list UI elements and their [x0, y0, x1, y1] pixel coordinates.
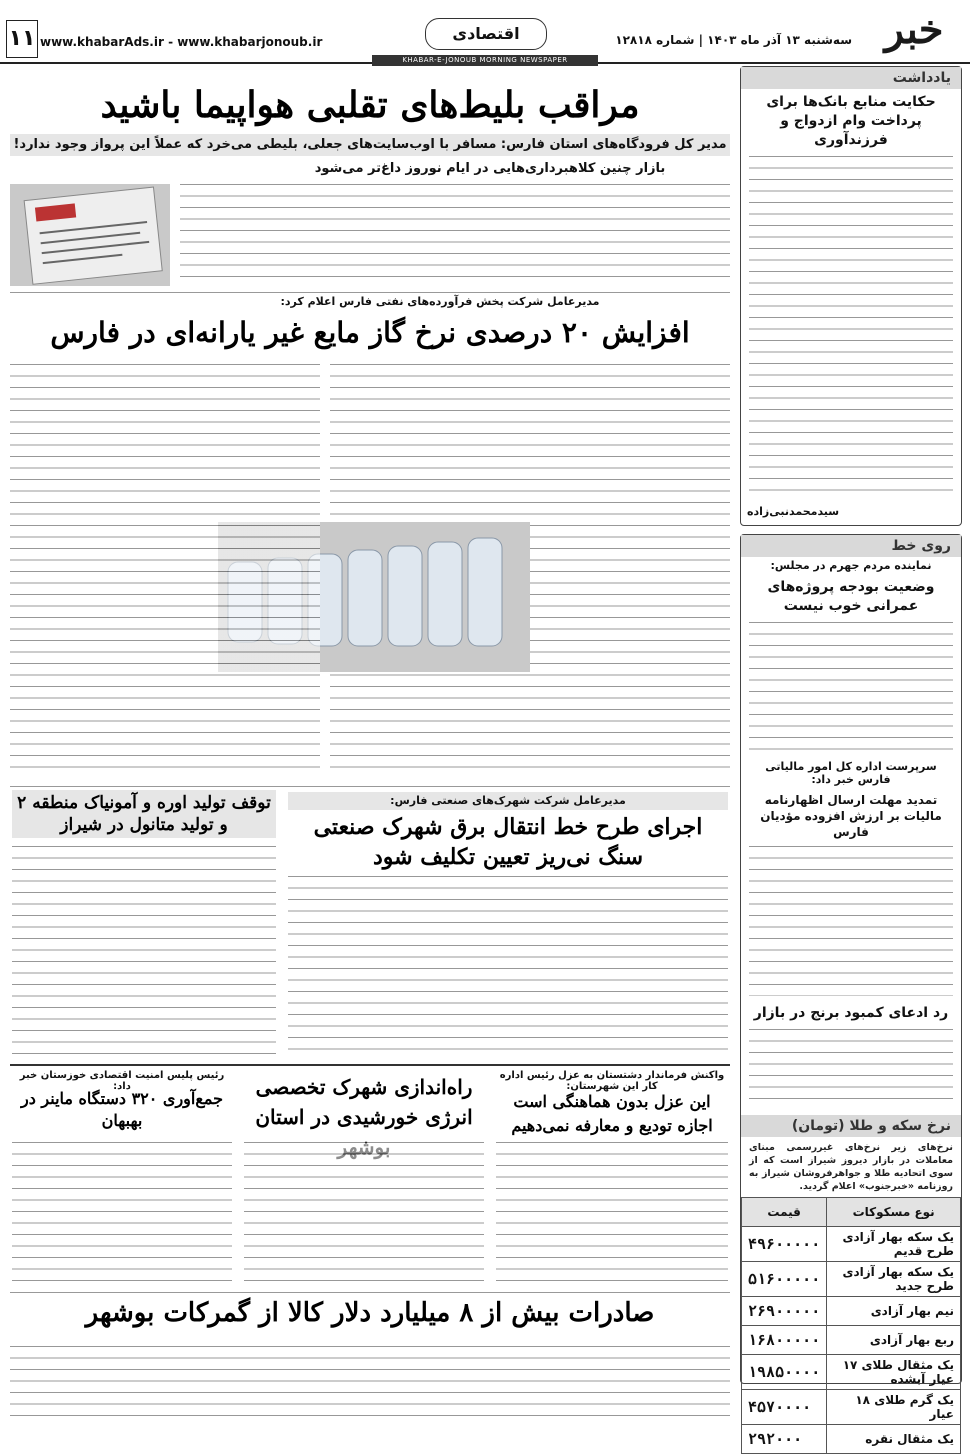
- coin-header-price: قیمت: [742, 1198, 827, 1227]
- power-kicker: مدیرعامل شرکت شهرک‌های صنعتی فارس:: [288, 792, 728, 810]
- divider: [10, 1064, 730, 1066]
- note-body: [749, 156, 953, 501]
- steel-body: [12, 846, 276, 1056]
- coins-tag: نرخ سکه و طلا (تومان): [741, 1115, 961, 1137]
- solar-headline: راه‌اندازی شهرک تخصصی انرژی خورشیدی در استان: [255, 1075, 473, 1129]
- coin-name: یک مثقال نقره: [827, 1425, 961, 1454]
- online1-title: وضعیت بودجه پروژه‌های عمرانی خوب نیست: [767, 579, 935, 614]
- table-row: [742, 1390, 961, 1425]
- sidebar: [740, 66, 962, 1449]
- coin-price: ۱۹۸۵۰۰۰۰: [742, 1355, 827, 1390]
- table-row: [742, 1297, 961, 1326]
- coin-name: یک سکه بهار آزادی طرح جدید: [827, 1262, 961, 1297]
- online2-title: تمدید مهلت ارسال اظهارنامه مالیات بر ارزش افزوده مؤدیان فارس: [760, 792, 942, 840]
- issue-dateline: سه‌شنبه ۱۳ آذر ماه ۱۴۰۳ | شماره ۱۲۸۱۸: [615, 33, 852, 47]
- dashtestan-body: [496, 1142, 728, 1282]
- coin-price: ۱۶۸۰۰۰۰۰: [742, 1326, 827, 1355]
- note-box: [740, 66, 962, 526]
- online-box: [740, 534, 962, 1449]
- table-row: [742, 1227, 961, 1262]
- coin-price: ۲۶۹۰۰۰۰۰: [742, 1297, 827, 1326]
- coin-name: یک مثقال طلای ۱۷ عیار آبشده: [827, 1355, 961, 1390]
- gas-headline: افزایش ۲۰ درصدی نرخ گاز مایع غیر یارانه‌ای در فارس: [50, 316, 690, 349]
- coin-name: یک سکه بهار آزادی طرح قدیم: [827, 1227, 961, 1262]
- coin-name: یک گرم طلای ۱۸ عیار: [827, 1390, 961, 1425]
- newspaper-logo[interactable]: خبر: [884, 6, 944, 53]
- table-row: [742, 1425, 961, 1454]
- lead-kicker: بازار چنین کلاهبرداری‌هایی در ایام نوروز داغ‌تر می‌شود: [314, 161, 666, 176]
- divider: [10, 786, 730, 787]
- steel-headline-text: توقف تولید اوره و آمونیاک منطقه ۲ و تولید متانول در شیراز: [17, 793, 271, 835]
- divider: [10, 292, 730, 293]
- lead-headline: مراقب بلیط‌های تقلبی هواپیما باشید: [100, 84, 640, 126]
- coin-price: ۲۹۲۰۰۰: [742, 1425, 827, 1454]
- coin-price-table: [741, 1197, 961, 1454]
- online3-body: [749, 1029, 953, 1101]
- ticket-illustration: [10, 184, 170, 286]
- export-headline: صادرات بیش از ۸ میلیارد دلار کالا از گمرکات بوشهر: [85, 1298, 655, 1328]
- miner-kicker: رئیس پلیس امنیت اقتصادی خوزستان خبر داد:: [19, 1070, 225, 1092]
- masthead-strip: KHABAR-E-JONOUB MORNING NEWSPAPER: [372, 55, 598, 66]
- steel-headline: [12, 790, 276, 838]
- online2-body: [749, 846, 953, 996]
- coin-price: ۵۱۶۰۰۰۰۰: [742, 1262, 827, 1297]
- online-tag: روی خط: [741, 535, 961, 557]
- lead-body: [180, 184, 730, 286]
- lead-subhead: مدیر کل فرودگاه‌های استان فارس: مسافر با اوب‌سایت‌های جعلی، بلیطی می‌خرد که عملاً این پرواز وجود ندارد!: [10, 134, 730, 156]
- dashtestan-kicker: واکنش فرماندار دشتستان به عزل رئیس اداره کار این شهرستان:: [499, 1070, 725, 1092]
- page-number: ۱۱: [6, 20, 38, 58]
- note-author: سیدمحمدنبی‌زاده: [747, 504, 840, 518]
- table-row: [742, 1326, 961, 1355]
- dashtestan-headline: این عزل بدون هماهنگی است اجازه تودیع و معارفه نمی‌دهیم: [511, 1092, 713, 1135]
- solar-body: [244, 1142, 484, 1282]
- coin-name: ربع بهار آزادی: [827, 1326, 961, 1355]
- section-label: اقتصادی: [425, 18, 547, 50]
- gas-kicker: مدیرعامل شرکت پخش فرآورده‌های نفتی فارس اعلام کرد:: [280, 295, 600, 308]
- coin-header-item: نوع مسکوکات: [827, 1198, 961, 1227]
- coin-table-header: [742, 1198, 961, 1227]
- miner-body: [12, 1142, 232, 1282]
- power-body: [288, 876, 728, 1056]
- online3-title: رد ادعای کمبود برنج در بازار: [753, 1005, 949, 1022]
- table-row: [742, 1355, 961, 1390]
- miner-headline: جمع‌آوری ۳۲۰ دستگاه ماینر در بهبهان: [20, 1089, 223, 1130]
- gas-body-left: [10, 364, 320, 774]
- ticket-photo[interactable]: [10, 184, 170, 286]
- table-row: [742, 1262, 961, 1297]
- online2-kicker: سرپرست اداره کل امور مالیاتی فارس خبر داد:: [765, 759, 937, 786]
- coins-intro: نرخ‌های زیر نرخ‌های غیررسمی مبنای معاملات در بازار دیروز شیراز است که از سوی اتحادیه طلا و جواهرفروشان شیراز به روزنامه «خبرجنوب» اعلام گردید.: [749, 1142, 953, 1193]
- coin-price: ۴۹۶۰۰۰۰۰: [742, 1227, 827, 1262]
- note-tag: یادداشت: [741, 67, 961, 89]
- coin-name: نیم بهار آزادی: [827, 1297, 961, 1326]
- coin-price: ۴۵۷۰۰۰۰: [742, 1390, 827, 1425]
- online1-kicker: نماینده مردم جهرم در مجلس:: [770, 559, 932, 572]
- online1-body: [749, 622, 953, 752]
- website-urls[interactable]: www.khabarAds.ir - www.khabarjonoub.ir: [40, 35, 323, 49]
- divider: [10, 1292, 730, 1293]
- note-title: حکایت منابع بانک‌ها برای پرداخت وام ازدواج و فرزندآوری: [766, 94, 936, 148]
- export-body: [10, 1346, 730, 1426]
- power-headline: اجرای طرح خط انتقال برق شهرک صنعتی سنگ نی‌ریز تعیین تکلیف شود: [313, 814, 703, 870]
